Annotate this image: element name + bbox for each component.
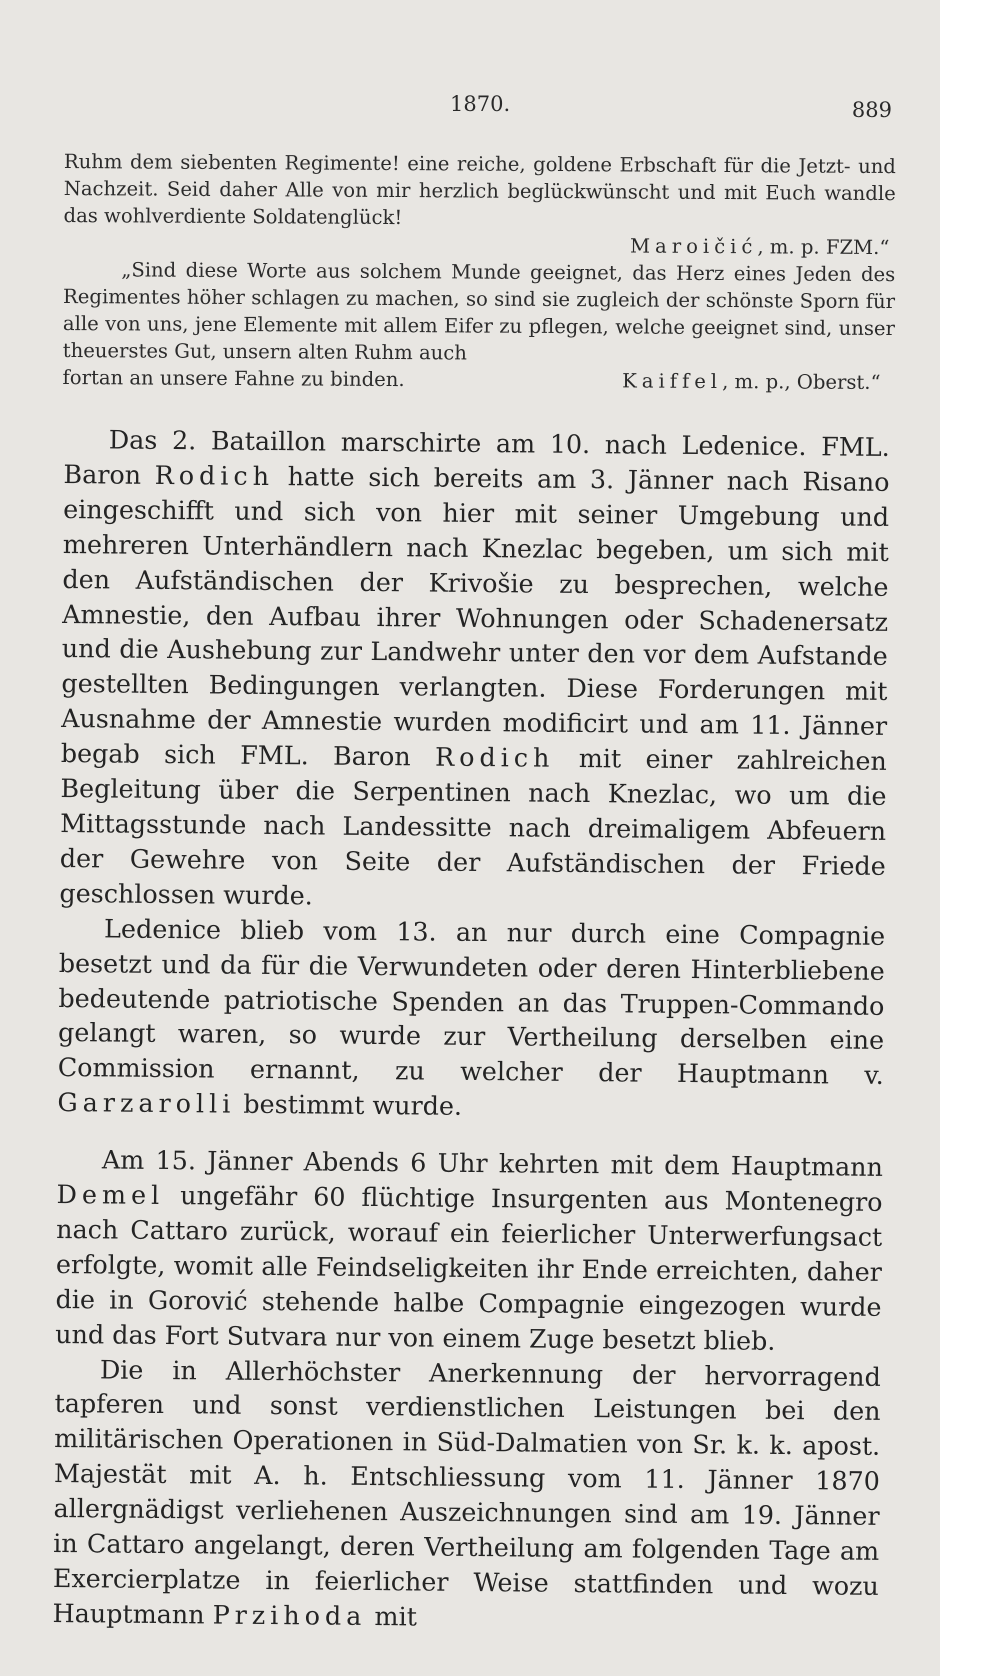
header-year: 1870. (450, 92, 511, 116)
signature-title: , m. p., Oberst.“ (722, 370, 881, 394)
page-margin (940, 0, 1000, 1676)
paragraph-1 (59, 422, 890, 919)
spaced-name: Garzarolli (57, 1087, 236, 1119)
spaced-name: Przihoda (212, 1599, 367, 1631)
text-run: bestimmt wurde. (235, 1088, 463, 1122)
page-number: 889 (851, 98, 892, 122)
text-run: Die in Allerhöchster Anerkennung der hervorragend tapferen und sonst verdienstlichen Leistungen bei den militärischen Operationen in Süd-Dalmatien von Sr. k. k. apost. Majestät mit A. h. Entschliessung vom 11. Jänner 1870 allergnädigst verliehenen Auszeichnungen sind am 19. Jänner in Cattaro angelangt, deren Vertheilung am folgenden Tage am Exercierplatze in feierlicher Weise stattfinden und wozu Hauptmann (52, 1353, 882, 1630)
text-run: Am 15. Jänner Abends 6 Uhr kehrten mit dem Hauptmann (101, 1144, 884, 1183)
paragraph-3 (55, 1142, 883, 1359)
signature-title: , m. p. FZM.“ (757, 235, 890, 260)
text-run: Das 2. Bataillon marschirte am 10. nach Ledenice. FML. Baron (63, 424, 890, 490)
spaced-name: Rodich (154, 459, 275, 491)
running-header (62, 92, 892, 132)
text-run: hatte sich bereits am 3. Jänner nach Risano eingeschifft und sich von hier mit seiner Umgebung und mehreren Unterhändlern nach Knezlac begeben, um sich mit den Aufständischen der Krivošie zu besprechen, welche Amnestie, den Aufbau ihrer Wohnungen oder Schadenersatz und die Aushebung zur Landwehr unter den vor dem Aufstande gestellten Bedingungen verlangten. Diese Forderungen mit Ausnahme der Amnestie wurden modificirt und am 11. Jänner begab sich FML. Baron (60, 460, 890, 772)
spaced-name: Rodich (434, 741, 555, 773)
spaced-name: Demel (56, 1178, 165, 1211)
signature-name: Maroičić (629, 234, 758, 259)
paragraph-2 (57, 911, 885, 1128)
quoted-order (63, 148, 896, 396)
quote-paragraph-2-end: fortan an unsere Fahne zu binden. (62, 365, 405, 392)
signature-name: Kaiffel (622, 369, 723, 394)
text-run: mit einer zahlreichen Begleitung über die Serpentinen nach Knezlac, wo um die Mittagsstunde nach Landessitte nach dreimaligem Abfeuern der Gewehre von Seite der Aufständischen der Friede geschlossen wurde. (59, 742, 887, 911)
main-text (52, 422, 890, 1639)
text-run: mit (366, 1600, 418, 1632)
paragraph-4 (52, 1352, 881, 1639)
signature-kaiffel (622, 367, 895, 396)
quote-paragraph-1: Ruhm dem siebenten Regimente! eine reiche, goldene Erbschaft für die Jetzt- und Nachzeit. Seid daher Alle von mir herzlich beglückwünscht und mit Euch wandle das wohlverdiente Soldatenglück! (63, 149, 896, 230)
text-run: Ledenice blieb vom 13. an nur durch eine Compagnie besetzt und da für die Verwundeten oder deren Hinterbliebene bedeutende patriotische Spenden an das Truppen-Commando gelangt waren, so wurde zur Vertheilung derselben eine Commission ernannt, zu welcher der Hauptmann v. (57, 913, 886, 1091)
quote-last-line (63, 364, 895, 396)
text-run: ungefähr 60 flüchtige Insurgenten aus Montenegro nach Cattaro zurück, worauf ein feierlicher Unterwerfungsact erfolgte, womit alle Feindseligkeiten ihr Ende erreichten, daher die in Gorović stehende halbe Compagnie eingezogen wurde und das Fort Sutvara nur von einem Zuge besetzt blieb. (55, 1180, 883, 1356)
quote-paragraph-2: „Sind diese Worte aus solchem Munde geeignet, das Herz eines Jeden des Regimentes höher schlagen zu machen, so sind sie zugleich der schönste Sporn für alle von uns, jene Elemente mit allem Eifer zu pflegen, welche geeignet sind, unser theuerstes Gut, unsern alten Ruhm auch (62, 258, 896, 365)
